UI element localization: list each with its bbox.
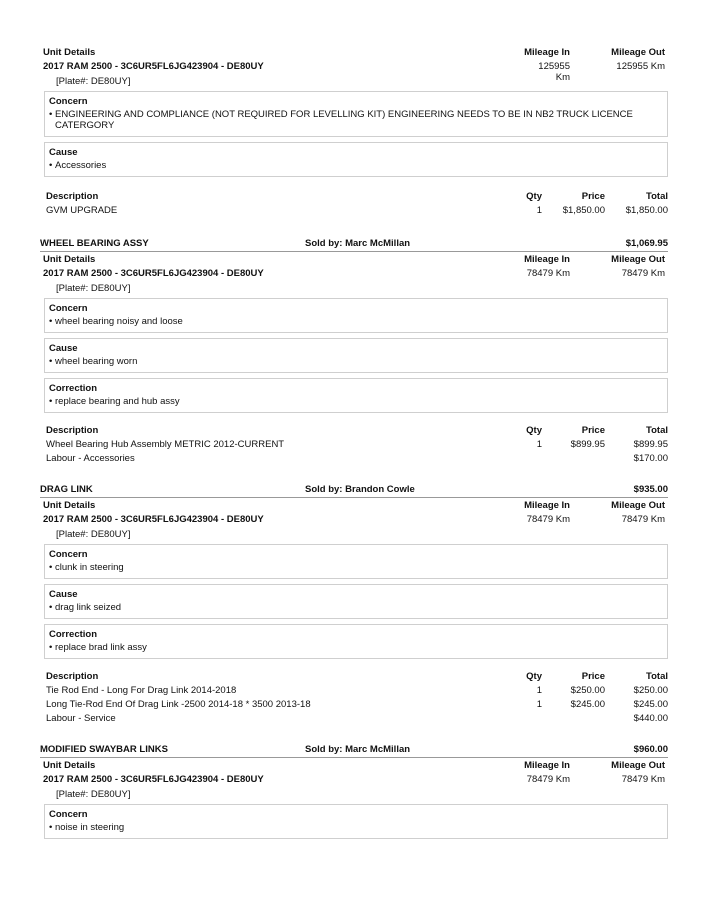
job-amount: $1,069.95 bbox=[625, 238, 668, 249]
line-total: $245.00 bbox=[633, 699, 668, 710]
line-qty: 1 bbox=[536, 439, 542, 450]
correction-text: replace brad link assy bbox=[55, 642, 147, 653]
cause-text: Accessories bbox=[55, 160, 107, 171]
vehicle-description: 2017 RAM 2500 - 3C6UR5FL6JG423904 - DE80UY bbox=[43, 268, 264, 279]
bullet-icon: • bbox=[49, 602, 53, 613]
job-amount: $960.00 bbox=[633, 744, 668, 755]
line-description: Labour - Accessories bbox=[46, 453, 135, 464]
mileage-out-heading: Mileage Out bbox=[611, 47, 665, 58]
plate-number: [Plate#: DE80UY] bbox=[56, 283, 131, 294]
vehicle-description: 2017 RAM 2500 - 3C6UR5FL6JG423904 - DE80UY bbox=[43, 514, 264, 525]
correction-heading: Correction bbox=[49, 629, 98, 640]
qty-heading: Qty bbox=[526, 425, 542, 436]
cause-heading: Cause bbox=[49, 589, 78, 600]
total-heading: Total bbox=[646, 191, 668, 202]
job-header bbox=[40, 741, 668, 758]
mileage-in-value: 78479 Km bbox=[526, 514, 570, 525]
line-item bbox=[46, 453, 668, 467]
description-heading: Description bbox=[46, 671, 99, 682]
line-items bbox=[40, 425, 668, 467]
job-gvm-upgrade bbox=[40, 45, 668, 219]
description-heading: Description bbox=[46, 425, 99, 436]
bullet-icon: • bbox=[49, 160, 53, 171]
unit-details-heading: Unit Details bbox=[43, 47, 96, 58]
concern-heading: Concern bbox=[49, 303, 88, 314]
cause-text: drag link seized bbox=[55, 602, 122, 613]
line-price: $1,850.00 bbox=[562, 205, 605, 216]
sold-by: Sold by: Marc McMillan bbox=[305, 744, 411, 755]
job-amount: $935.00 bbox=[633, 484, 668, 495]
line-items-header bbox=[46, 671, 668, 685]
vehicle-description: 2017 RAM 2500 - 3C6UR5FL6JG423904 - DE80UY bbox=[43, 774, 264, 785]
line-total: $250.00 bbox=[633, 685, 668, 696]
job-wheel-bearing bbox=[40, 235, 668, 467]
mileage-in-value: 78479 Km bbox=[526, 774, 570, 785]
description-heading: Description bbox=[46, 191, 99, 202]
mileage-out-value: 78479 Km bbox=[621, 268, 665, 279]
total-heading: Total bbox=[646, 425, 668, 436]
cause-heading: Cause bbox=[49, 343, 78, 354]
bullet-icon: • bbox=[49, 822, 53, 833]
concern-heading: Concern bbox=[49, 549, 88, 560]
bullet-icon: • bbox=[49, 396, 53, 407]
bullet-icon: • bbox=[49, 316, 53, 327]
job-title: MODIFIED SWAYBAR LINKS bbox=[40, 744, 168, 755]
line-price: $899.95 bbox=[570, 439, 605, 450]
concern-text: noise in steering bbox=[55, 822, 125, 833]
qty-heading: Qty bbox=[526, 191, 542, 202]
bullet-icon: • bbox=[49, 562, 53, 573]
unit-details bbox=[40, 45, 668, 99]
line-description: Long Tie-Rod End Of Drag Link -2500 2014-18 * 3500 2013-18 bbox=[46, 699, 311, 710]
line-description: GVM UPGRADE bbox=[46, 205, 118, 216]
line-item bbox=[46, 713, 668, 727]
mileage-in-value: 78479 Km bbox=[526, 268, 570, 279]
price-heading: Price bbox=[581, 191, 605, 202]
mileage-out-value: 78479 Km bbox=[621, 514, 665, 525]
unit-details bbox=[40, 498, 668, 552]
vehicle-description: 2017 RAM 2500 - 3C6UR5FL6JG423904 - DE80UY bbox=[43, 61, 264, 72]
line-description: Labour - Service bbox=[46, 713, 116, 724]
cause-box bbox=[44, 338, 668, 373]
correction-box bbox=[44, 378, 668, 413]
price-heading: Price bbox=[581, 671, 605, 682]
mileage-in-value: 125955 Km bbox=[538, 61, 570, 83]
line-items-header bbox=[46, 425, 668, 439]
job-title: WHEEL BEARING ASSY bbox=[40, 238, 149, 249]
line-items-header bbox=[46, 191, 668, 205]
cause-text: wheel bearing worn bbox=[55, 356, 138, 367]
sold-by: Sold by: Brandon Cowle bbox=[305, 484, 415, 495]
line-total: $170.00 bbox=[633, 453, 668, 464]
correction-box bbox=[44, 624, 668, 659]
cause-heading: Cause bbox=[49, 147, 78, 158]
unit-details-heading: Unit Details bbox=[43, 760, 96, 771]
plate-number: [Plate#: DE80UY] bbox=[56, 76, 131, 87]
line-total: $899.95 bbox=[633, 439, 668, 450]
bullet-icon: • bbox=[49, 642, 53, 653]
line-total: $440.00 bbox=[633, 713, 668, 724]
unit-details bbox=[40, 758, 668, 812]
price-heading: Price bbox=[581, 425, 605, 436]
line-qty: 1 bbox=[536, 685, 542, 696]
unit-details-heading: Unit Details bbox=[43, 254, 96, 265]
concern-heading: Concern bbox=[49, 96, 88, 107]
unit-details bbox=[40, 252, 668, 306]
mileage-out-value: 125955 Km bbox=[616, 61, 665, 72]
line-description: Wheel Bearing Hub Assembly METRIC 2012-CURRENT bbox=[46, 439, 285, 450]
job-title: DRAG LINK bbox=[40, 484, 93, 495]
job-header bbox=[40, 481, 668, 498]
unit-details-heading: Unit Details bbox=[43, 500, 96, 511]
job-swaybar-links bbox=[40, 741, 668, 839]
line-item bbox=[46, 439, 668, 453]
concern-text: clunk in steering bbox=[55, 562, 124, 573]
sold-by: Sold by: Marc McMillan bbox=[305, 238, 411, 249]
cause-box bbox=[44, 142, 668, 177]
correction-text: replace bearing and hub assy bbox=[55, 396, 180, 407]
bullet-icon: • bbox=[49, 109, 53, 120]
line-item bbox=[46, 685, 668, 699]
cause-box bbox=[44, 584, 668, 619]
line-qty: 1 bbox=[536, 205, 542, 216]
mileage-out-heading: Mileage Out bbox=[611, 500, 665, 511]
mileage-out-heading: Mileage Out bbox=[611, 254, 665, 265]
job-drag-link bbox=[40, 481, 668, 727]
line-items bbox=[40, 191, 668, 219]
line-qty: 1 bbox=[536, 699, 542, 710]
correction-heading: Correction bbox=[49, 383, 98, 394]
mileage-in-heading: Mileage In bbox=[524, 500, 570, 511]
total-heading: Total bbox=[646, 671, 668, 682]
line-description: Tie Rod End - Long For Drag Link 2014-2018 bbox=[46, 685, 237, 696]
qty-heading: Qty bbox=[526, 671, 542, 682]
repair-order-page bbox=[40, 45, 668, 853]
plate-number: [Plate#: DE80UY] bbox=[56, 529, 131, 540]
mileage-out-heading: Mileage Out bbox=[611, 760, 665, 771]
line-item bbox=[46, 205, 668, 219]
concern-text: wheel bearing noisy and loose bbox=[55, 316, 183, 327]
line-item bbox=[46, 699, 668, 713]
mileage-in-heading: Mileage In bbox=[524, 47, 570, 58]
line-price: $250.00 bbox=[570, 685, 605, 696]
line-items bbox=[40, 671, 668, 727]
line-price: $245.00 bbox=[570, 699, 605, 710]
line-total: $1,850.00 bbox=[625, 205, 668, 216]
mileage-in-heading: Mileage In bbox=[524, 760, 570, 771]
bullet-icon: • bbox=[49, 356, 53, 367]
mileage-in-heading: Mileage In bbox=[524, 254, 570, 265]
job-header bbox=[40, 235, 668, 252]
mileage-out-value: 78479 Km bbox=[621, 774, 665, 785]
concern-heading: Concern bbox=[49, 809, 88, 820]
concern-text: ENGINEERING AND COMPLIANCE (NOT REQUIRED FOR LEVELLING KIT) ENGINEERING NEEDS TO BE IN NB2 TRUCK LICENCE CATERGORY bbox=[55, 109, 633, 131]
plate-number: [Plate#: DE80UY] bbox=[56, 789, 131, 800]
